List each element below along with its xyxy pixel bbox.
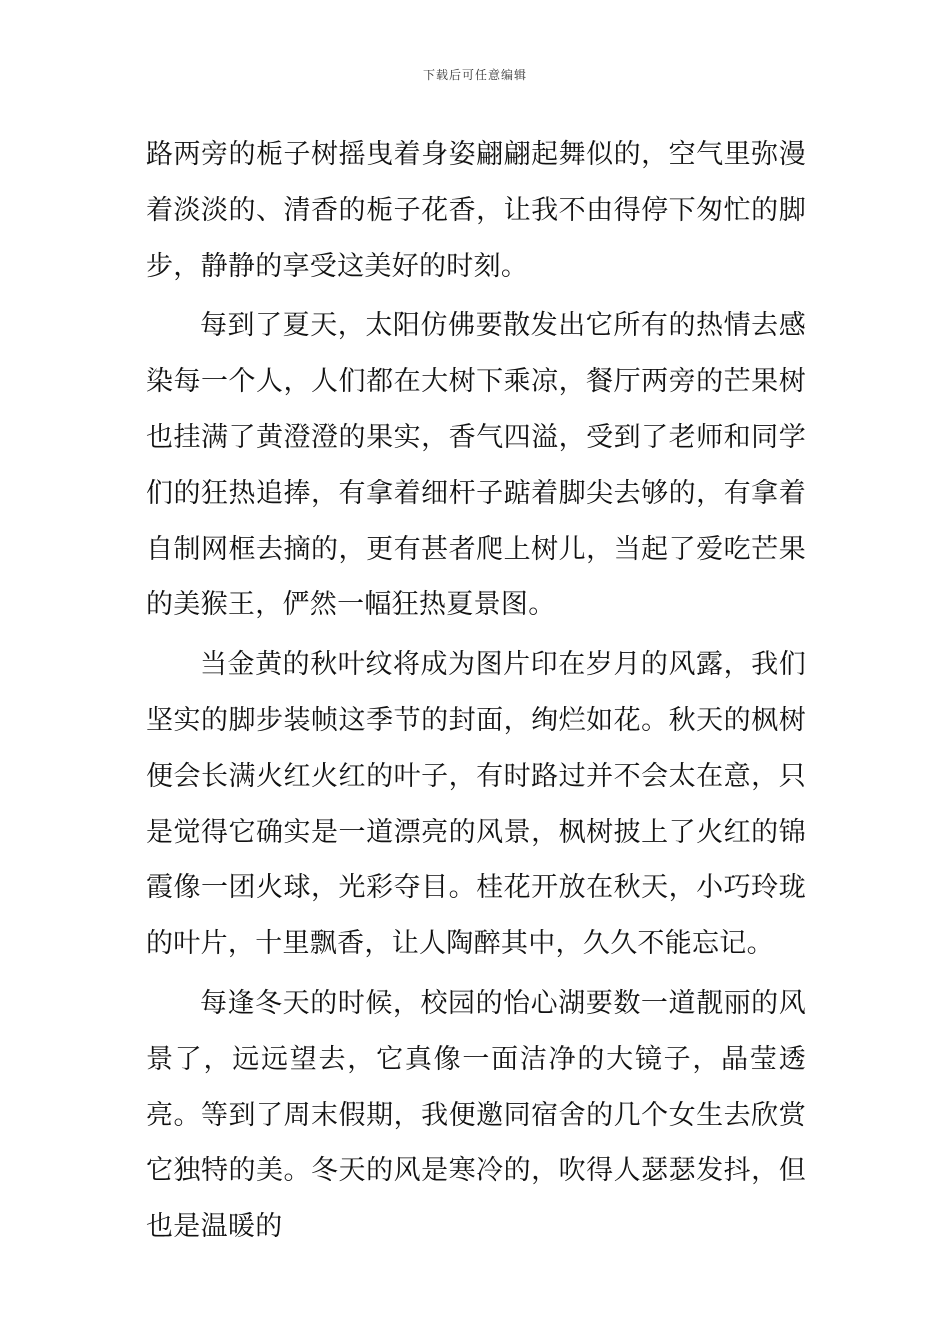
document-body <box>146 127 806 1255</box>
paragraph-summer: 每到了夏天，太阳仿佛要散发出它所有的热情去感染每一个人，人们都在大树下乘凉，餐厅两旁的芒果树也挂满了黄澄澄的果实，香气四溢，受到了老师和同学们的狂热追捧，有拿着细杆子踮着脚尖去够的，有拿着自制网框去摘的，更有甚者爬上树儿，当起了爱吃芒果的美猴王，俨然一幅狂热夏景图。 <box>146 310 806 621</box>
paragraph-winter: 每逢冬天的时候，校园的怡心湖要数一道靓丽的风景了，远远望去，它真像一面洁净的大镜子，晶莹透亮。等到了周末假期，我便邀同宿舍的几个女生去欣赏它独特的美。冬天的风是寒冷的，吹得人瑟瑟发抖，但也是温暖的 <box>146 987 806 1243</box>
paragraph-autumn: 当金黄的秋叶纹将成为图片印在岁月的风露，我们坚实的脚步装帧这季节的封面，绚烂如花。秋天的枫树便会长满火红火红的叶子，有时路过并不会太在意，只是觉得它确实是一道漂亮的风景，枫树披上了火红的锦霞像一团火球，光彩夺目。桂花开放在秋天，小巧玲珑的叶片，十里飘香，让人陶醉其中，久久不能忘记。 <box>146 649 806 960</box>
header-note: 下载后可任意编辑 <box>422 68 527 82</box>
paragraph-continuation: 路两旁的栀子树摇曳着身姿翩翩起舞似的，空气里弥漫着淡淡的、清香的栀子花香，让我不由得停下匆忙的脚步，静静的享受这美好的时刻。 <box>146 139 806 282</box>
